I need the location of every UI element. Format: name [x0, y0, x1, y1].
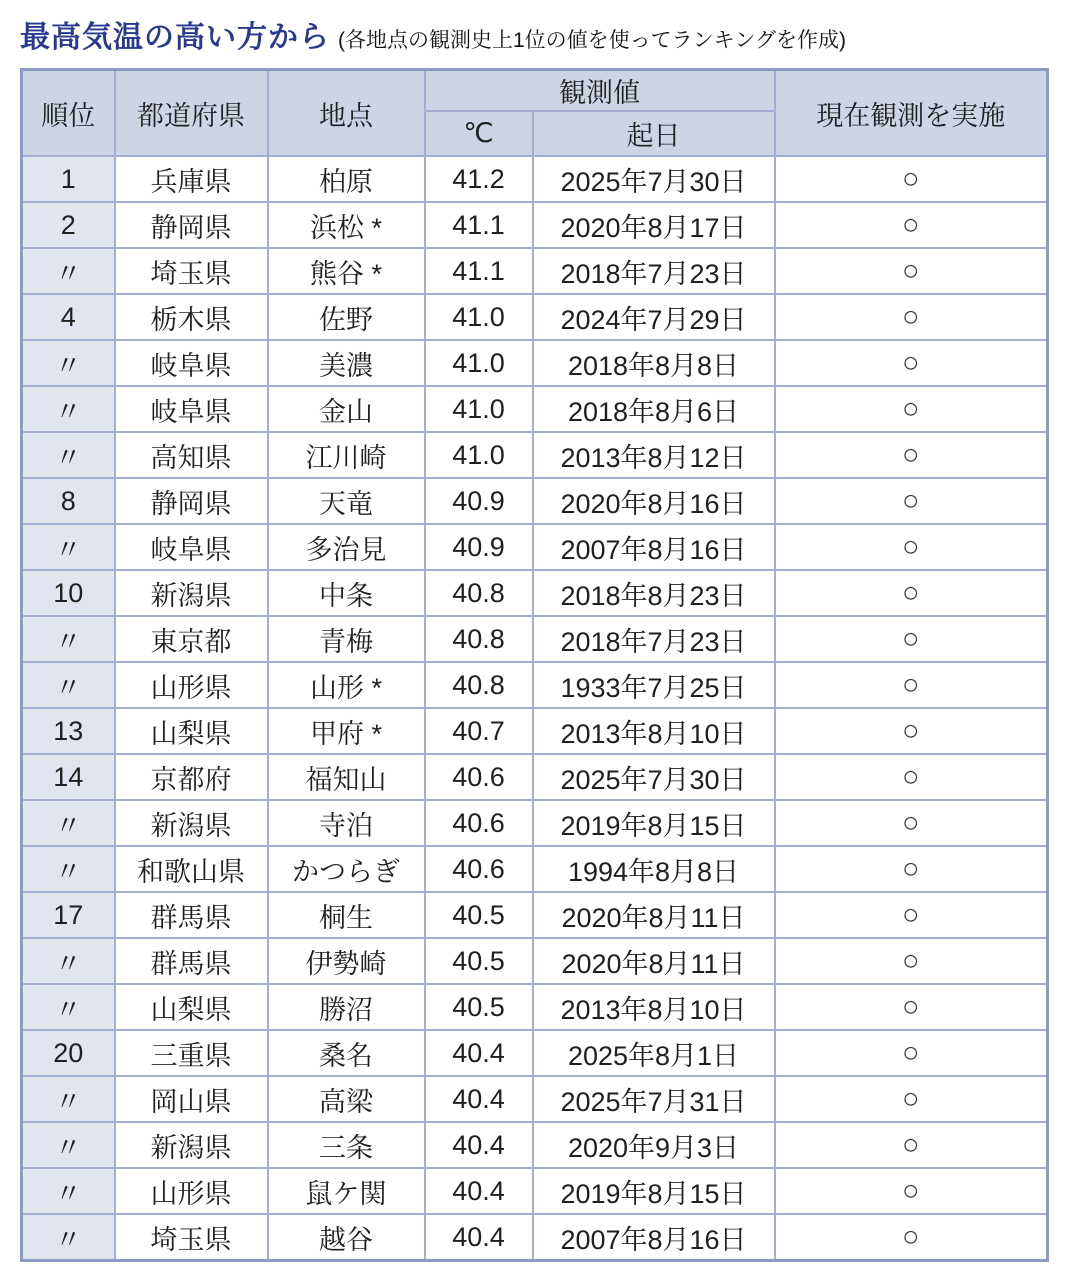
- table-row: [22, 570, 1048, 616]
- header-prefecture: 都道府県: [115, 70, 268, 157]
- temp-cell: 41.1: [425, 202, 533, 248]
- prefecture-cell: 静岡県: [115, 478, 268, 524]
- date-cell: 1994年8月8日: [533, 846, 775, 892]
- table-row: [22, 432, 1048, 478]
- date-cell: 2024年7月29日: [533, 294, 775, 340]
- observing-cell: ○: [775, 846, 1048, 892]
- date-cell: 2025年7月30日: [533, 156, 775, 202]
- rank-cell: 〃: [22, 846, 115, 892]
- station-cell: かつらぎ: [268, 846, 425, 892]
- date-cell: 2007年8月16日: [533, 1214, 775, 1261]
- table-row: [22, 386, 1048, 432]
- rank-cell: 4: [22, 294, 115, 340]
- prefecture-cell: 群馬県: [115, 938, 268, 984]
- observing-cell: ○: [775, 294, 1048, 340]
- date-cell: 2019年8月15日: [533, 800, 775, 846]
- page-title-line: [20, 12, 1063, 56]
- date-cell: 2018年8月6日: [533, 386, 775, 432]
- date-cell: 2018年7月23日: [533, 248, 775, 294]
- station-cell: 桐生: [268, 892, 425, 938]
- table-row: [22, 708, 1048, 754]
- station-cell: 桑名: [268, 1030, 425, 1076]
- temp-cell: 40.4: [425, 1168, 533, 1214]
- table-row: [22, 846, 1048, 892]
- rank-cell: 〃: [22, 938, 115, 984]
- table-row: [22, 662, 1048, 708]
- temp-cell: 41.0: [425, 386, 533, 432]
- station-cell: 佐野: [268, 294, 425, 340]
- station-cell: 越谷: [268, 1214, 425, 1261]
- temp-cell: 40.5: [425, 892, 533, 938]
- header-date: 起日: [533, 111, 775, 156]
- prefecture-cell: 栃木県: [115, 294, 268, 340]
- rank-cell: 10: [22, 570, 115, 616]
- date-cell: 2020年8月17日: [533, 202, 775, 248]
- date-cell: 2013年8月10日: [533, 708, 775, 754]
- station-cell: 浜松 *: [268, 202, 425, 248]
- temp-cell: 40.9: [425, 524, 533, 570]
- table-row: [22, 478, 1048, 524]
- rank-cell: 〃: [22, 1122, 115, 1168]
- observing-cell: ○: [775, 202, 1048, 248]
- table-row: [22, 800, 1048, 846]
- prefecture-cell: 岐阜県: [115, 340, 268, 386]
- station-cell: 天竜: [268, 478, 425, 524]
- prefecture-cell: 山梨県: [115, 708, 268, 754]
- temp-cell: 40.7: [425, 708, 533, 754]
- temp-cell: 40.5: [425, 984, 533, 1030]
- temp-cell: 40.6: [425, 846, 533, 892]
- table-row: [22, 248, 1048, 294]
- station-cell: 柏原: [268, 156, 425, 202]
- prefecture-cell: 和歌山県: [115, 846, 268, 892]
- station-cell: 鼠ケ関: [268, 1168, 425, 1214]
- observing-cell: ○: [775, 892, 1048, 938]
- station-cell: 甲府 *: [268, 708, 425, 754]
- date-cell: 2020年8月11日: [533, 892, 775, 938]
- rank-cell: 14: [22, 754, 115, 800]
- prefecture-cell: 岡山県: [115, 1076, 268, 1122]
- observing-cell: ○: [775, 800, 1048, 846]
- observing-cell: ○: [775, 754, 1048, 800]
- table-row: [22, 1214, 1048, 1261]
- temperature-ranking-table: [20, 68, 1049, 1262]
- rank-cell: 〃: [22, 800, 115, 846]
- observing-cell: ○: [775, 570, 1048, 616]
- temp-cell: 40.4: [425, 1122, 533, 1168]
- rank-cell: 〃: [22, 1168, 115, 1214]
- date-cell: 2020年8月11日: [533, 938, 775, 984]
- table-row: [22, 892, 1048, 938]
- date-cell: 2007年8月16日: [533, 524, 775, 570]
- temp-cell: 41.0: [425, 340, 533, 386]
- date-cell: 2025年7月31日: [533, 1076, 775, 1122]
- rank-cell: 〃: [22, 616, 115, 662]
- temp-cell: 40.6: [425, 754, 533, 800]
- temp-cell: 41.2: [425, 156, 533, 202]
- prefecture-cell: 山形県: [115, 662, 268, 708]
- temp-cell: 40.4: [425, 1030, 533, 1076]
- table-row: [22, 938, 1048, 984]
- rank-cell: 8: [22, 478, 115, 524]
- temp-cell: 40.4: [425, 1076, 533, 1122]
- station-cell: 山形 *: [268, 662, 425, 708]
- observing-cell: ○: [775, 1214, 1048, 1261]
- table-row: [22, 754, 1048, 800]
- date-cell: 2025年8月1日: [533, 1030, 775, 1076]
- station-cell: 美濃: [268, 340, 425, 386]
- rank-cell: 20: [22, 1030, 115, 1076]
- station-cell: 寺泊: [268, 800, 425, 846]
- prefecture-cell: 新潟県: [115, 800, 268, 846]
- temp-cell: 40.9: [425, 478, 533, 524]
- observing-cell: ○: [775, 708, 1048, 754]
- station-cell: 中条: [268, 570, 425, 616]
- temp-cell: 40.8: [425, 616, 533, 662]
- observing-cell: ○: [775, 938, 1048, 984]
- prefecture-cell: 東京都: [115, 616, 268, 662]
- observing-cell: ○: [775, 478, 1048, 524]
- prefecture-cell: 群馬県: [115, 892, 268, 938]
- table-row: [22, 294, 1048, 340]
- observing-cell: ○: [775, 156, 1048, 202]
- prefecture-cell: 三重県: [115, 1030, 268, 1076]
- rank-cell: 〃: [22, 248, 115, 294]
- observing-cell: ○: [775, 386, 1048, 432]
- date-cell: 2018年7月23日: [533, 616, 775, 662]
- observing-cell: ○: [775, 616, 1048, 662]
- observing-cell: ○: [775, 1168, 1048, 1214]
- date-cell: 2018年8月8日: [533, 340, 775, 386]
- observing-cell: ○: [775, 340, 1048, 386]
- table-row: [22, 984, 1048, 1030]
- temp-cell: 41.1: [425, 248, 533, 294]
- observing-cell: ○: [775, 1122, 1048, 1168]
- table-header: [22, 70, 1048, 157]
- observing-cell: ○: [775, 662, 1048, 708]
- table-row: [22, 202, 1048, 248]
- date-cell: 2018年8月23日: [533, 570, 775, 616]
- date-cell: 2013年8月12日: [533, 432, 775, 478]
- station-cell: 高梁: [268, 1076, 425, 1122]
- header-observing: 現在観測を実施: [775, 70, 1048, 157]
- date-cell: 2020年8月16日: [533, 478, 775, 524]
- table-row: [22, 524, 1048, 570]
- temp-cell: 41.0: [425, 294, 533, 340]
- table-row: [22, 616, 1048, 662]
- station-cell: 青梅: [268, 616, 425, 662]
- prefecture-cell: 埼玉県: [115, 248, 268, 294]
- table-row: [22, 1122, 1048, 1168]
- table-row: [22, 340, 1048, 386]
- observing-cell: ○: [775, 524, 1048, 570]
- rank-cell: 〃: [22, 984, 115, 1030]
- date-cell: 2013年8月10日: [533, 984, 775, 1030]
- rank-cell: 〃: [22, 662, 115, 708]
- rank-cell: 2: [22, 202, 115, 248]
- temp-cell: 40.5: [425, 938, 533, 984]
- date-cell: 2025年7月30日: [533, 754, 775, 800]
- rank-cell: 〃: [22, 386, 115, 432]
- rank-cell: 〃: [22, 1076, 115, 1122]
- station-cell: 江川崎: [268, 432, 425, 478]
- rank-cell: 〃: [22, 524, 115, 570]
- rank-cell: 〃: [22, 340, 115, 386]
- station-cell: 熊谷 *: [268, 248, 425, 294]
- date-cell: 2019年8月15日: [533, 1168, 775, 1214]
- header-celsius: ℃: [425, 111, 533, 156]
- page-subtitle: (各地点の観測史上1位の値を使ってランキングを作成): [338, 29, 847, 52]
- prefecture-cell: 山梨県: [115, 984, 268, 1030]
- rank-cell: 1: [22, 156, 115, 202]
- observing-cell: ○: [775, 248, 1048, 294]
- prefecture-cell: 新潟県: [115, 570, 268, 616]
- prefecture-cell: 岐阜県: [115, 386, 268, 432]
- table-row: [22, 1076, 1048, 1122]
- rank-cell: 〃: [22, 432, 115, 478]
- prefecture-cell: 新潟県: [115, 1122, 268, 1168]
- date-cell: 1933年7月25日: [533, 662, 775, 708]
- table-row: [22, 1030, 1048, 1076]
- station-cell: 三条: [268, 1122, 425, 1168]
- prefecture-cell: 京都府: [115, 754, 268, 800]
- temp-cell: 40.4: [425, 1214, 533, 1261]
- ranking-table-body: [22, 156, 1048, 1261]
- temp-cell: 40.6: [425, 800, 533, 846]
- rank-cell: 〃: [22, 1214, 115, 1261]
- observing-cell: ○: [775, 1030, 1048, 1076]
- prefecture-cell: 山形県: [115, 1168, 268, 1214]
- observing-cell: ○: [775, 984, 1048, 1030]
- header-observation: 観測値: [425, 70, 775, 112]
- date-cell: 2020年9月3日: [533, 1122, 775, 1168]
- observing-cell: ○: [775, 1076, 1048, 1122]
- prefecture-cell: 岐阜県: [115, 524, 268, 570]
- observing-cell: ○: [775, 432, 1048, 478]
- temp-cell: 41.0: [425, 432, 533, 478]
- temp-cell: 40.8: [425, 662, 533, 708]
- station-cell: 伊勢崎: [268, 938, 425, 984]
- station-cell: 福知山: [268, 754, 425, 800]
- header-rank: 順位: [22, 70, 115, 157]
- table-row: [22, 156, 1048, 202]
- station-cell: 金山: [268, 386, 425, 432]
- rank-cell: 13: [22, 708, 115, 754]
- prefecture-cell: 兵庫県: [115, 156, 268, 202]
- station-cell: 勝沼: [268, 984, 425, 1030]
- page-title: 最高気温の高い方から: [20, 21, 330, 54]
- temp-cell: 40.8: [425, 570, 533, 616]
- station-cell: 多治見: [268, 524, 425, 570]
- prefecture-cell: 埼玉県: [115, 1214, 268, 1261]
- prefecture-cell: 静岡県: [115, 202, 268, 248]
- prefecture-cell: 高知県: [115, 432, 268, 478]
- rank-cell: 17: [22, 892, 115, 938]
- table-row: [22, 1168, 1048, 1214]
- header-station: 地点: [268, 70, 425, 157]
